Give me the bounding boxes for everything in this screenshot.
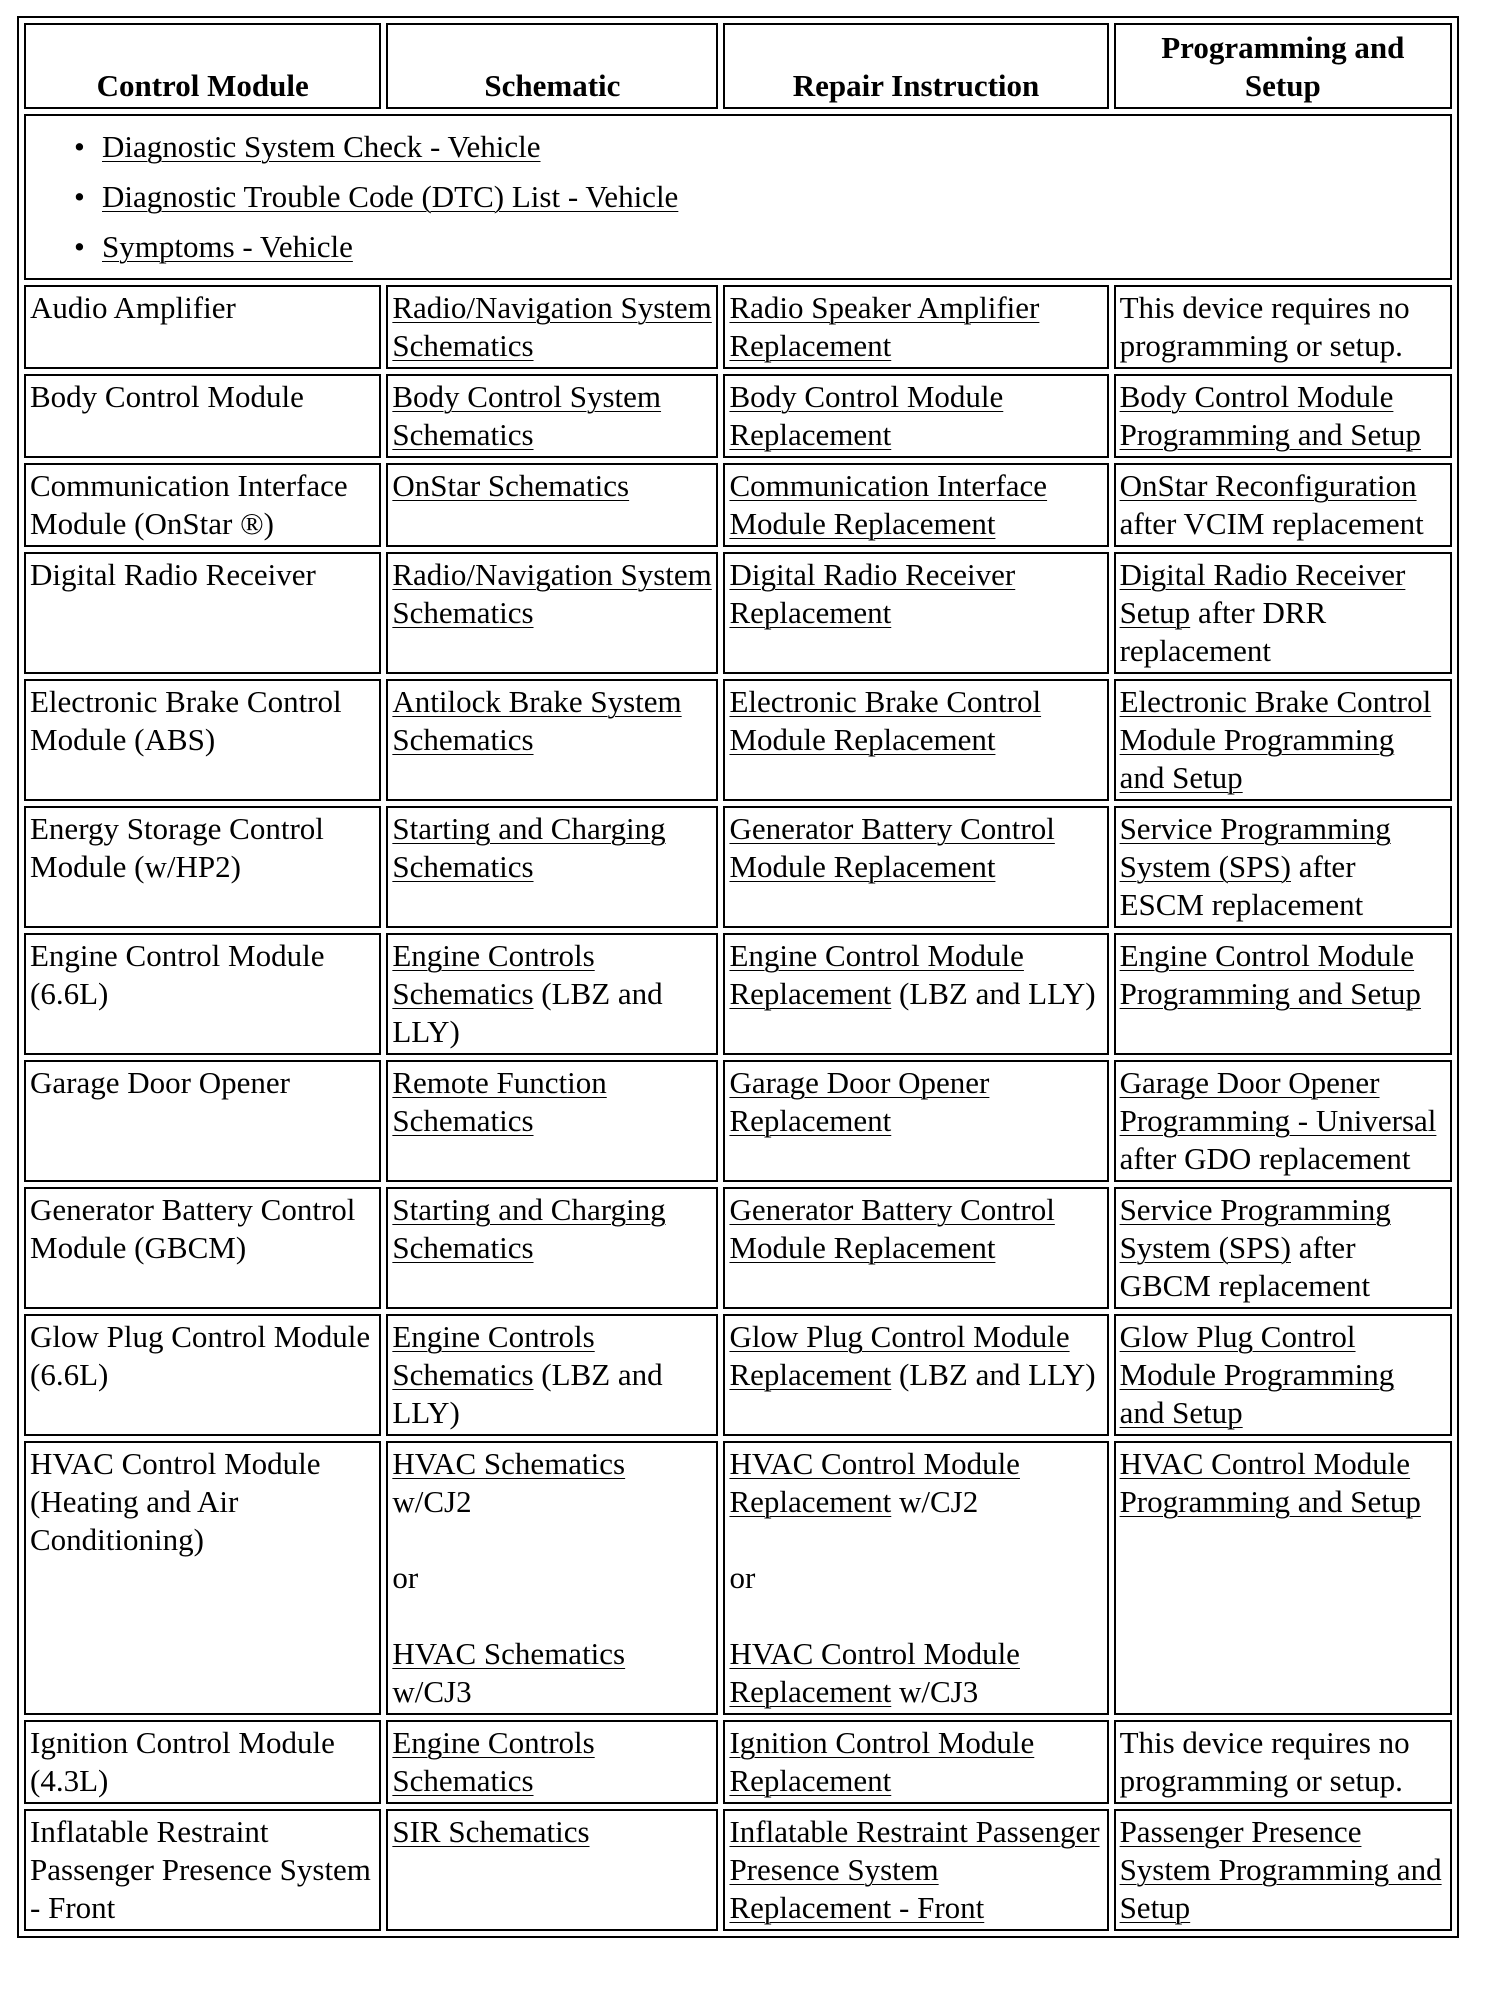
repair-link[interactable]: Glow Plug Control Module Replacement [729, 1319, 1070, 1392]
repair-link[interactable]: Electronic Brake Control Module Replacement [729, 684, 1042, 757]
programming-note: after GDO replacement [1119, 1141, 1411, 1176]
symptoms-link[interactable]: Symptoms - Vehicle [102, 229, 353, 264]
table-row [24, 679, 1452, 801]
table-row [24, 1809, 1452, 1931]
header-schematic: Schematic [386, 23, 718, 109]
repair-link[interactable]: Digital Radio Receiver Replacement [729, 557, 1016, 630]
repair-link[interactable]: HVAC Control Module Replacement [729, 1446, 1020, 1519]
document-page [17, 16, 1459, 1938]
schematic-link[interactable]: Engine Controls Schematics [392, 1725, 595, 1798]
programming-link[interactable]: Glow Plug Control Module Programming and Setup [1119, 1319, 1395, 1430]
table-row [24, 933, 1452, 1055]
schematic-link[interactable]: Radio/Navigation System Schematics [392, 557, 712, 630]
table-row [24, 806, 1452, 928]
schematic-link[interactable]: Antilock Brake System Schematics [392, 684, 682, 757]
list-item [74, 172, 1446, 222]
module-name: Energy Storage Control Module (w/HP2) [24, 806, 381, 928]
repair-link[interactable]: Generator Battery Control Module Replacement [729, 1192, 1055, 1265]
module-name: Inflatable Restraint Passenger Presence System - Front [24, 1809, 381, 1931]
bullet-icon: • [74, 179, 85, 214]
repair-link[interactable]: Ignition Control Module Replacement [729, 1725, 1035, 1798]
programming-link[interactable]: Electronic Brake Control Module Programming and Setup [1119, 684, 1432, 795]
or-text: or [729, 1560, 756, 1595]
schematic-link[interactable]: Engine Controls Schematics [392, 1319, 595, 1392]
programming-link[interactable]: HVAC Control Module Programming and Setup [1119, 1446, 1421, 1519]
schematic-note: (LBZ and LLY) [392, 1357, 663, 1430]
programming-link[interactable]: OnStar Reconfiguration [1119, 468, 1417, 503]
programming-link[interactable]: Service Programming System (SPS) [1119, 811, 1391, 884]
table-row [24, 285, 1452, 369]
repair-link[interactable]: Radio Speaker Amplifier Replacement [729, 290, 1040, 363]
module-name: HVAC Control Module (Heating and Air Conditioning) [24, 1441, 381, 1715]
schematic-link[interactable]: SIR Schematics [392, 1814, 590, 1849]
table-header-row [24, 23, 1452, 109]
module-name: Electronic Brake Control Module (ABS) [24, 679, 381, 801]
header-programming-setup: Programming and Setup [1114, 23, 1452, 109]
repair-note: w/CJ3 [899, 1674, 979, 1709]
table-row [24, 1314, 1452, 1436]
module-name: Engine Control Module (6.6L) [24, 933, 381, 1055]
bullet-icon: • [74, 129, 85, 164]
repair-link[interactable]: Body Control Module Replacement [729, 379, 1004, 452]
bullet-icon: • [74, 229, 85, 264]
header-control-module: Control Module [24, 23, 381, 109]
programming-note: This device requires no programming or setup. [1114, 1720, 1452, 1804]
programming-note: This device requires no programming or setup. [1114, 285, 1452, 369]
module-name: Ignition Control Module (4.3L) [24, 1720, 381, 1804]
schematic-link[interactable]: Starting and Charging Schematics [392, 1192, 666, 1265]
schematic-link[interactable]: Remote Function Schematics [392, 1065, 607, 1138]
table-row [24, 1187, 1452, 1309]
table-row [24, 1060, 1452, 1182]
list-item [74, 222, 1446, 272]
schematic-link[interactable]: Body Control System Schematics [392, 379, 662, 452]
module-name: Audio Amplifier [24, 285, 381, 369]
module-name: Body Control Module [24, 374, 381, 458]
table-row [24, 552, 1452, 674]
header-repair-instruction: Repair Instruction [723, 23, 1108, 109]
repair-link[interactable]: Generator Battery Control Module Replacement [729, 811, 1055, 884]
repair-link[interactable]: Garage Door Opener Replacement [729, 1065, 990, 1138]
module-name: Generator Battery Control Module (GBCM) [24, 1187, 381, 1309]
table-row [24, 374, 1452, 458]
repair-link[interactable]: Engine Control Module Replacement [729, 938, 1024, 1011]
programming-note: after ESCM replacement [1119, 849, 1364, 922]
programming-link[interactable]: Engine Control Module Programming and Setup [1119, 938, 1421, 1011]
schematic-note: w/CJ3 [392, 1674, 472, 1709]
repair-link[interactable]: HVAC Control Module Replacement [729, 1636, 1020, 1709]
module-name: Garage Door Opener [24, 1060, 381, 1182]
schematic-link[interactable]: HVAC Schematics [392, 1446, 626, 1481]
programming-link[interactable]: Digital Radio Receiver Setup [1119, 557, 1406, 630]
diagnostic-links-row [24, 114, 1452, 280]
schematic-link[interactable]: Engine Controls Schematics [392, 938, 595, 1011]
control-module-table [17, 16, 1459, 1938]
table-row [24, 463, 1452, 547]
schematic-link[interactable]: HVAC Schematics [392, 1636, 626, 1671]
repair-note: (LBZ and LLY) [899, 976, 1096, 1011]
schematic-note: w/CJ2 [392, 1484, 472, 1519]
diagnostic-system-check-link[interactable]: Diagnostic System Check - Vehicle [102, 129, 541, 164]
schematic-link[interactable]: OnStar Schematics [392, 468, 630, 503]
table-row [24, 1720, 1452, 1804]
repair-link[interactable]: Inflatable Restraint Passenger Presence System Replacement - Front [729, 1814, 1100, 1925]
programming-note: after GBCM replacement [1119, 1230, 1371, 1303]
module-name: Digital Radio Receiver [24, 552, 381, 674]
programming-link[interactable]: Passenger Presence System Programming and Setup [1119, 1814, 1442, 1925]
repair-note: (LBZ and LLY) [899, 1357, 1096, 1392]
programming-note: after DRR replacement [1119, 595, 1327, 668]
schematic-link[interactable]: Radio/Navigation System Schematics [392, 290, 712, 363]
schematic-link[interactable]: Starting and Charging Schematics [392, 811, 666, 884]
or-text: or [392, 1560, 419, 1595]
table-row [24, 1441, 1452, 1715]
programming-link[interactable]: Body Control Module Programming and Setup [1119, 379, 1421, 452]
repair-link[interactable]: Communication Interface Module Replacement [729, 468, 1048, 541]
schematic-note: (LBZ and LLY) [392, 976, 663, 1049]
dtc-list-link[interactable]: Diagnostic Trouble Code (DTC) List - Vehicle [102, 179, 679, 214]
list-item [74, 122, 1446, 172]
programming-note: after VCIM replacement [1119, 506, 1424, 541]
module-name: Communication Interface Module (OnStar ®) [24, 463, 381, 547]
programming-link[interactable]: Garage Door Opener Programming - Universal [1119, 1065, 1437, 1138]
repair-note: w/CJ2 [899, 1484, 979, 1519]
programming-link[interactable]: Service Programming System (SPS) [1119, 1192, 1391, 1265]
module-name: Glow Plug Control Module (6.6L) [24, 1314, 381, 1436]
diagnostic-link-list [30, 122, 1446, 272]
